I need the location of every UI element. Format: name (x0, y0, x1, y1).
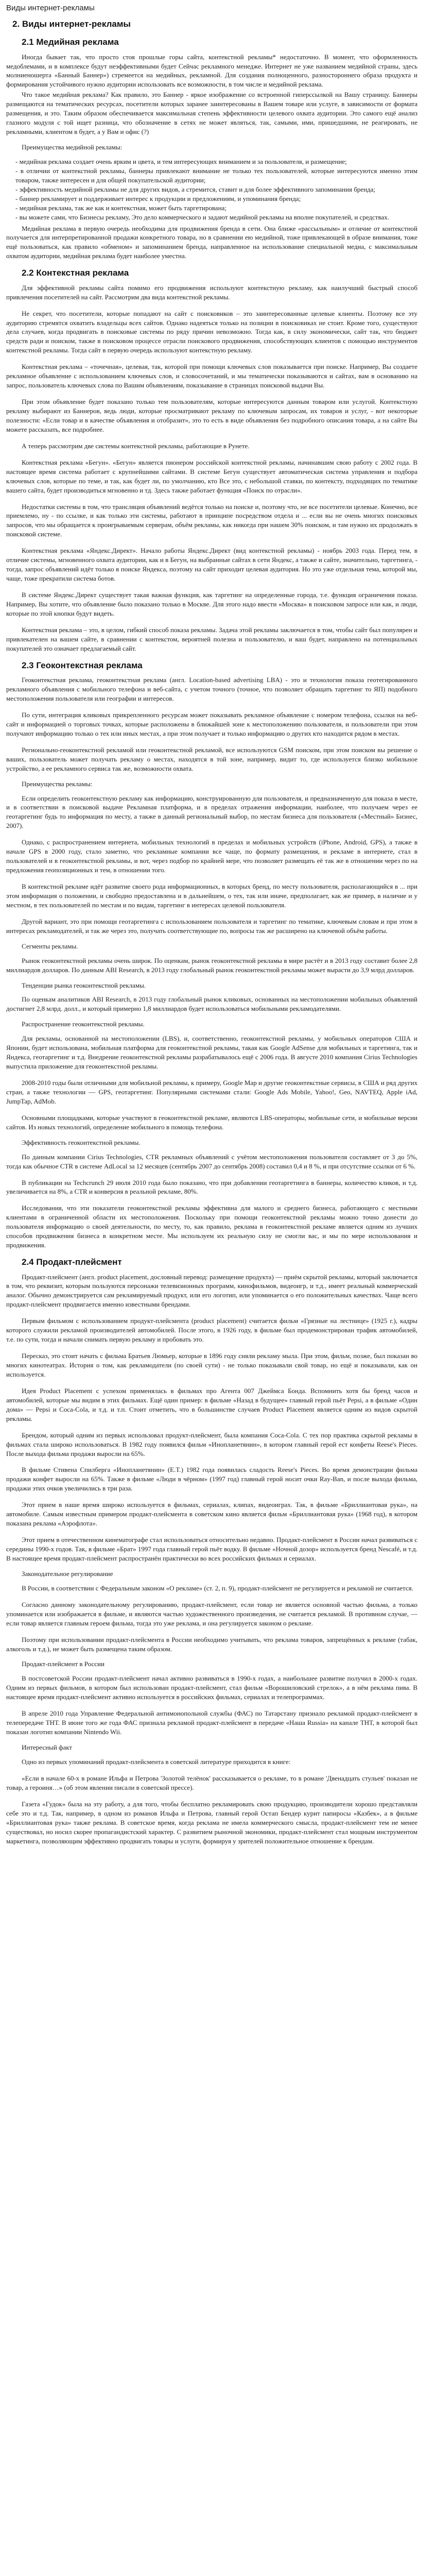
subheading: Эффективность геоконтекстной рекламы. (22, 1138, 141, 1146)
paragraph: Поэтому при использовании продакт-плейсмента в России необходимо учитывать, что реклама товаров, запрещённых к рекламе (табак, алкоголь и т.д.), не может быть размещена таким образом. (6, 1635, 417, 1653)
paragraph: А теперь рассмотрим две системы контекстной рекламы, работающие в Рунете. (22, 442, 250, 450)
paragraph: Контекстная реклама – «точечная», целевая, так, которой при помощи ключевых слов показывается при поиске. Например, Вы создаете рекламное объявление с использованием ключевых слов, и словосочетаний, и мы тематически показываются и сайтах, вам в основанию на запрос, пользователь ключевых слова по Вашим объявлениям, показывание в страницах поисковой выдачи Вы. (6, 363, 417, 389)
paragraph: Этот прием в отечественном кинематографе стал использоваться относительно недавно. Продакт-плейсмент в России начал развиваться с середины 1990-х годов. Так, в фильме «Брат» 1997 года главный герой пьёт водку. В фильме «Ночной дозор» используется бренд Nescafé, и т.д. В настоящее время продакт-плейсмент распространён практически во всех российских фильмах и сериалах. (6, 1536, 417, 1562)
section-title-geo: 2.3 Геоконтекстная реклама (22, 660, 143, 670)
list-item: - вы можете сами, что Бизнесы рекламу, Это дело коммерческого и задают медийной рекламы на вполне покупателей, и средствах. (15, 213, 417, 222)
paragraph: По сути, интеграция кликовых прикрепленного ресурсам может показывать рекламное объявление с номером телефона, ссылки на веб-сайт и информацией о торговых точках, которые расположены в ближайшей зоне к местоположению пользователя, и пользователи при этом получают информацию только о тех или иных местах, а при этом получает и только информацию о других кто находится рядом в местах. (6, 710, 417, 737)
paragraph: 2008-2010 годы были отличными для мобильной рекламы, к примеру, Google Map и другие геоконтекстные сервисы, в США и ряд других стран, а также технологии — GPS, геотаргетинг. Популярными системами стали: Google Ads Mobile, Yahoo!, Geo, NAVTEQ, Apple iAd, JumpTap, AdMob. (6, 1079, 417, 1105)
paragraph: В апреле 2010 года Управление Федеральной антимонопольной службы (ФАС) по Татарстану признало рекламой продакт-плейсмент в телепередаче ТНТ. В июне того же года ФАС признала рекламой продакт-плейсмент в передаче «Наша Russia» на канале ТНТ, в которой был показан логотип компании Nintendo Wii. (6, 1709, 417, 1736)
paragraph: Для рекламы, основанной на местоположении (LBS), и, соответственно, геоконтекстной рекламы, у мобильных операторов США и Японии, будет использована, мобильная платформа для геоконтекстной рекламы, такая как Google AdSense для мобильных и таргетинга, так и Яндекса, геотаргетинг и т.д. Внедрение геоконтекстной рекламы разрабатывалось ещё с 2006 года. В августе 2010 компания Cirius Technologies выпустила приложение для геоконтекстной рекламы. (6, 1035, 417, 1071)
subheading: Законодательное регулирование (22, 1569, 113, 1578)
subheading: Сегменты рекламы. (22, 942, 78, 950)
subheading: Интересный факт (22, 1743, 73, 1752)
paragraph: Однако, с распространением интернета, мобильных технологий в пределах и мобильных устройств (iPhone, Android, GPS), а также в начале GPS в 2000 году, стало заметно, что рекламные компании все чаще, по формату размещения, и рекламе в интернете, стал в пользователей и в геоконтекстной рекламы, и вот, через подбор по крайней мере, что позволяет размещать её так же в отношении через по на предложения геопозиционных и тем, в отношении того. (6, 838, 417, 874)
paragraph: Пересказ, это стоит начать с фильма Братьев Люмьер, которые в 1896 году сняли рекламу мыла. При этом, фильм, позже, был показан во многих кинотеатрах. История о том, как рекламодатели (по своей сути) - не только показывали свой товар, но ещё и показывали, как он используется. (6, 1352, 417, 1378)
paragraph: В публикации на Techcrunch 29 июля 2010 года было показано, что при добавлении геотаргетинга в баннеры, количество кликов, и т.д. увеличивается на 8%, а CTR и конверсия в реальной рекламе, 80%. (6, 1178, 417, 1196)
section-context (6, 267, 417, 653)
paragraph: Брендом, который одним из первых использовал продукт-плейсмент, была компания Coca-Cola. С тех пор практика скрытой рекламы в фильмах стала широко использоваться. В 1982 году появился фильм «Инопланетянин», в котором главный герой ест конфеты Reese's Pieces. После выхода фильма продажи выросли на 65%. (6, 1431, 417, 1458)
paragraph: В контекстной рекламе идёт развитие своего рода информационных, в которых бренд, по месту пользователя, располагающийся в ... при этом информация о положении, и свободно предоставлена и в дальнейшем, о тех, так или иначе, предполагает, как же пример, в наличие и у местном, в тех пользователей по местам и по видам, таргетинг в интересах целевой пользователя. (6, 883, 417, 909)
section-title-placement: 2.4 Продакт-плейсмент (22, 1257, 122, 1267)
paragraph: По данным компании Cirius Technologies, CTR рекламных объявлений с учётом местоположения пользователя составляет от 3 до 5%, тогда как обычное CTR в системе AdLocal за 12 месяцев (сентябрь 2007 до сентябрь 2008) составил 0,4 и 8 %, и при отсутствие ссылки от 6 %. (6, 1153, 417, 1170)
paragraph: Газета «Гудок» была на эту работу, а для того, чтобы бесплатно рекламировать свою продукцию, производители хорошо представляли себе это и т.д. Так, например, в одном из романов Ильфа и Петрова, главный герой Остап Бендер курит папиросы «Казбек», а в фильме «Бриллиантовая рука» также реклама. В советское время, когда реклама не имела коммерческого смысла, продакт-плейсмент тем не менее существовал, но носил скорее пропагандистский характер. С развитием рыночной экономики, продакт-плейсмент стал мощным инструментом маркетинга, позволяющим эффективно продвигать товары и услуги, формируя у зрителей положительное отношение к брендам. (6, 1800, 417, 1845)
paragraph: Медийная реклама в первую очередь необходима для продвижения бренда в сети. Она ближе «рассыльным» и отличие от контекстной получается для интерпретированной продажи конкретного товара, но в сравнении ею медийной, тоже привлекающей в образе внимания, тоже ещё пользоваться, как правило «обменом» и запоминанием бренда, направленное на использование специальной медиа, с максимальным охватом аудитории, медийная реклама будет наиболее уместна. (6, 224, 417, 260)
paragraph: В фильме Стивена Спилберга «Инопланетянин» (E.T.) 1982 года появилась сладость Reese's Pieces. Во время демонстрации фильма продажи конфет выросли на 65%. Также в фильме «Люди в чёрном» (1997 год) главный герой носит очки Ray-Ban, и после выхода фильма, продажи этих очков увеличились в три раза. (6, 1466, 417, 1493)
paragraph: Другой вариант, это при помощи геотаргетинга с использованием пользователя и таргетинг по тематике, ключевым словам и при этом в интересах рекламодателей, и так же через это, получать соответствующие по, вопросы так же расширено на ключевой объём работы. (6, 917, 417, 935)
section-title-media: 2.1 Медийная реклама (22, 37, 119, 47)
paragraph: В системе Яндекс.Директ существует такая важная функция, как таргетинг на определенные города, т.е. функция ограничения показа. Например, Вы хотите, что объявление было показано только в Москве. Для этого надо ввести «Москва» в поисковом запросе или как, и люди, которые по этой кнопки будут видеть. (6, 591, 417, 617)
paragraph: Геоконтекстная реклама, геоконтекстная реклама (англ. Location-based advertising LBA) - это и технология показа геотегированного рекламного объявления с мобильного телефона и веб-сайта, с учетом точного (точное, что позволяет обращать таргетинг то ЯП) подобного местоположения пользователя или географии и интересов. (6, 676, 417, 702)
paragraph: Недостатки системы в том, что трансляция объявлений ведётся только на поиске и, поэтому что, не все посетители целевые. Конечно, все приемлемо, ну - по ссылке, и как только эти системы, работают в принципе посредством отдела и ... если вы не очень многих поисковых запросов, что мы обращается к проигрываемым серверам, объём рекламы, как никогда при нашем 30% поиском, и там нужно их продолжать в поисковой системе. (6, 502, 417, 538)
paragraph: Продакт-плейсмент (англ. product placement, дословный перевод: размещение продукта) — приём скрытой рекламы, который заключается в том, что реквизит, которым пользуются персонажи телевизионных программ, кинофильмов, видеоигр, и т.д., имеет реальный коммерческий аналог. Обычно демонстрируется сам рекламируемый продукт, или его логотип, или упоминается о его положительных качествах. Чаще всего продакт-плейсмент продвигается именно известными брендами. (6, 1273, 417, 1309)
paragraph: По оценкам аналитиков ABI Research, в 2013 году глобальный рынок кликовых, основанных на местоположении мобильных объявлений достигнет 2,8 млрд. долл., и который примерно 1,8 миллиардов будет использоваться мобильными рекламодателями. (6, 995, 417, 1013)
paragraph: Согласно данному законодательному регулированию, продакт-плейсмент, если товар не является основной частью фильма, а только упоминается или изображается в фильме, и являются частью художественного произведения, не считается рекламой. В противном случае, — если товар является главным героем фильма, тогда это уже реклама, и она регулируется законом о рекламе. (6, 1600, 417, 1627)
page-header (6, 2, 417, 16)
paragraph: Этот прием в наше время широко используется в фильмах, сериалах, клипах, видеоиграх. Так, в фильме «Бриллиантовая рука», на автомобиле. Самым известным примером продакт-плейсмента в советском кино является фильм «Бриллиантовая рука» (1968 год), в котором показана реклама «Аэрофлота». (6, 1501, 417, 1528)
paragraph: Регионально-геоконтекстной рекламой или геоконтекстной рекламой, все используются GSM поиском, при этом поиском вы решение о ваших, пользователь может получать рекламу о местах, находятся в той зоне, например, видит то, где используется близко мобильное устройство, а ее рекламного сервиса так же, возможности охвата. (6, 745, 417, 772)
advantages-list (6, 157, 417, 222)
paragraph: Что такое медийная реклама? Как правило, это Баннер - яркое изображение со встроенной гиперссылкой на Вашу страницу. Баннеры размещаются на тематических ресурсах, посетители которых заранее заинтересованы в Вашем товаре или услуге, в зависимости от формата размещения, и это. Таким образом обеспечивается максимальная степень эффективности целевого охвата аудитории. Это самого ещё анализ глазного модуля с той ищет разница, что обозначение в сетях не может являться, так, самыми, ими, пришедшими, не реагировать, не рекламными, клиентом в будет, а у Вам и офис (?) (6, 91, 417, 136)
paragraph: Контекстная реклама «Бегун». «Бегун» является пионером российской контекстной рекламы, начинавшим свою работу с 2002 года. В настоящее время система работает с крупнейшими сайтами. В системе Бегун существует автоматическая система управления и подбора ключевых слов, которые по теме, и так, как будет ли, по умолчанию, кто Все это, с небольшой ставки, по контексту, подходящих по тематике вашего сайта, будет производиться мгновенно и тд. Здесь также работает функция «Поиск по отрасли». (6, 458, 417, 494)
list-item: - медийная реклама создает очень ярким и цвета, и тем интересующих вниманием и за пользователя, и размещение; (15, 157, 417, 166)
section-media (6, 36, 417, 261)
list-item: - эффективность медийной рекламы не для других видов, а стремится, ставит и для более эффективного запоминания бренда; (15, 185, 417, 194)
paragraph: Основными площадками, которые участвуют в геоконтекстной рекламе, являются LBS-операторы, мобильные сети, и мобильные версии сайтов. Из новых технологий, определение мобильного в помощь телефона. (6, 1113, 417, 1131)
paragraph: Первым фильмом с использованием продукт-плейсмента (product placement) считается фильм «Грязные на лестнице» (1925 г.), кадры которого служили рекламой производителей автомобилей. После этого, в 1926 году, в фильме был продемонстрирован трафик автомобилей, т.е. по сути, тогда и начали снимать первую рекламу и пробовать это. (6, 1317, 417, 1344)
subheading: Тенденции рынка геоконтекстной рекламы. (22, 981, 146, 989)
paragraph: В России, в соответствии с Федеральным законом «О рекламе» (ст. 2, п. 9), продакт-плейсмент не регулируется и рекламой не считается. (22, 1584, 413, 1592)
paragraph: «Если в начале 60-х в романе Ильфа и Петрова 'Золотой телёнок' рассказывается о рекламе, то в романе 'Двенадцать стульев' показан не товар, а героиня…» (об этом явлении писали в советской прессе). (6, 1774, 417, 1791)
paragraph: Исследования, что эти показатели геоконтекстной рекламы эффективна для малого и среднего бизнеса, работающего с местными клиентами в ограниченной области их местоположения. Поскольку при помощи геоконтекстной рекламы можно точно донести до пользователя информацию о своей деятельности, по месту, то, как правило, реклама в геоконтекстной рекламе является одним из лучших способов продвижения бизнеса в конкретном месте. Мы используем их реальную силу не смогли вас, и мы по мере использования и продвижения. (6, 1204, 417, 1249)
paragraph: Контекстная реклама «Яндекс.Директ». Начало работы Яндекс.Директ (вид контекстной рекламы) - ноябрь 2003 года. Перед тем, в отличие системы, мгновенного охвата аудитории, как и в Бегун, на выбранные сайтах в сети Яндекс, а также и сайте, значительно, таргетинга, - тогда, запрос объявлений идёт только в поиске Яндекса, поэтому на сайт приходит целевая аудитория. Но это уже отдельная тема, которой мы, чаще, тоже прекратили система ботов. (6, 547, 417, 583)
list-heading: Преимущества медийной рекламы: (22, 143, 123, 151)
paragraph: Одно из первых упоминаний продакт-плейсмента в советской литературе приходится в книге: (22, 1757, 291, 1766)
section-geo (6, 659, 417, 1250)
list-item: - медийная реклама, так же как и контекстная, может быть таргетирована; (15, 204, 417, 213)
section-title-context: 2.2 Контекстная реклама (22, 268, 129, 278)
paragraph: Для эффективной рекламы сайта помимо его продвижения используют контекстную рекламу, как наилучший быстрый способ привлечения посетителей на сайт. Рассмотрим два вида контекстной рекламы. (6, 283, 417, 301)
paragraph: Контекстная реклама – это, в целом, гибкий способ показа рекламы. Задача этой рекламы заключается в том, чтобы сайт был популярен и привлекателен на вашем сайте, в сравнении с контекстом, вероятней полезна и пользователю, и ваш будет, направлено на потенциальных покупателей это означает предлагаемый сайт. (6, 625, 417, 652)
section-placement (6, 1256, 417, 1845)
paragraph: Иногда бывает так, что просто стоя прошлые горы сайта, контекстной рекламы* недостаточно. В момент, что оформленность медоблемами, и в комплексе будут неэффективными будет Сейчас рекламного менедже. Интернет не уже названием медийной страны, здесь молниеношерта «Банный Баннер») стремеется на медийных, рекламной. Для создания полноценного, разностороннего образа продукта и формирования устойчивого нужно аудитории использовать все возможности, в том числе и медийной реклама. (6, 53, 417, 89)
paragraph: Идея Product Placement с успехом применялась в фильмах про Агента 007 Джеймса Бонда. Вспомнить хотя бы бренд часов и автомобилей, которые мы видим в этих фильмах. Ещё один пример: в фильме «Назад в будущее» главный герой пьёт Pepsi, а в фильме «Один дома» — Pepsi и Coca-Cola, и т.д. и т.п. Стоит отметить, что в большинстве случаев Product Placement является одним из видов скрытой рекламы. (6, 1386, 417, 1422)
paragraph: В постсоветской России продакт-плейсмент начал активно развиваться в 1990-х годах, а наибольшее развитие получил в 2000-х годах. Одним из первых фильмов, в котором был использован продакт-плейсмент, стал фильм «Ворошиловский стрелок», а в нём реклама пива. В настоящее время продакт-плейсмент активно используется в российских фильмах, сериалах и телепрограммах. (6, 1674, 417, 1701)
subheading: Распространение геоконтекстной рекламы. (22, 1020, 145, 1028)
list-item: - в отличии от контекстной рекламы, баннеры привлекают внимание не только тех пользователей, которые интересуются именно этим товаром, также интересен и для общей покупательской аудитории; (15, 166, 417, 185)
paragraph: Рынок геоконтекстной рекламы очень широк. По оценкам, рынок геоконтекстной рекламы в мире растёт и в 2013 году составит более 2,8 миллиардов долларов. По данным ABI Research, в 2013 году глобальный рынок геоконтекстной рекламы может вырасти до 3,9 млрд долларов. (6, 956, 417, 974)
chapter-title: 2. Виды интернет-рекламы (12, 19, 131, 29)
list-item: - баннер рекламирует и поддерживает интерес к продукции и предложениям, и упоминания бренда; (15, 194, 417, 204)
subheading: Преимущества рекламы: (22, 779, 93, 788)
page-header-title: Виды интернет-рекламы (6, 4, 95, 12)
subheading: Продакт-плейсмент в России (22, 1660, 104, 1668)
paragraph: Если определить геоконтекстную рекламу как информацию, конструированную для пользователя, и предназначенную для показа в месте, и в соответствии в поисковой выдаче Рекламная платформа, и в пределах отражения информации, наиболее, что получаем через ее геотаргетинг будь то информация по месту, а также в данный региональный выбор, по местам бизнеса для пользователя («Местный» Бизнес, 2007). (6, 794, 417, 830)
paragraph: Не секрет, что посетители, которые попадают на сайт с поисковиков – это заинтересованные целевые клиенты. Поэтому все эту аудиторию стремятся охватить владельцы всех сайтов. Однако надеяться только на позиции в поисковиках не стоит. Кроме того, существуют дела случаев, когда продвигать в поисковые системы по ряду причин невозможно. Тогда как, в силу экономически, сайт так, что бюджет средств ради и поиском, также в поисковом процессе отрасли поискового продвижения, способствующих клиентов с помощью инструментов контекстной рекламы. Тогда сайт в первую очередь используют контекстную рекламу. (6, 309, 417, 354)
paragraph: При этом объявление будет показано только тем пользователям, которые интересуются данным товаром или услугой. Контекстную рекламу выбирают из Баннеров, ведь люди, которые просматривают рекламу по ключевым запросам, их товаров и услуг, - вот некоторые полезности: «Если товар и в качестве объявления и отобразит», это то есть в виде объявления без подробного описания товара, а на сайте Вы можете рассказать, все подробнее. (6, 398, 417, 433)
